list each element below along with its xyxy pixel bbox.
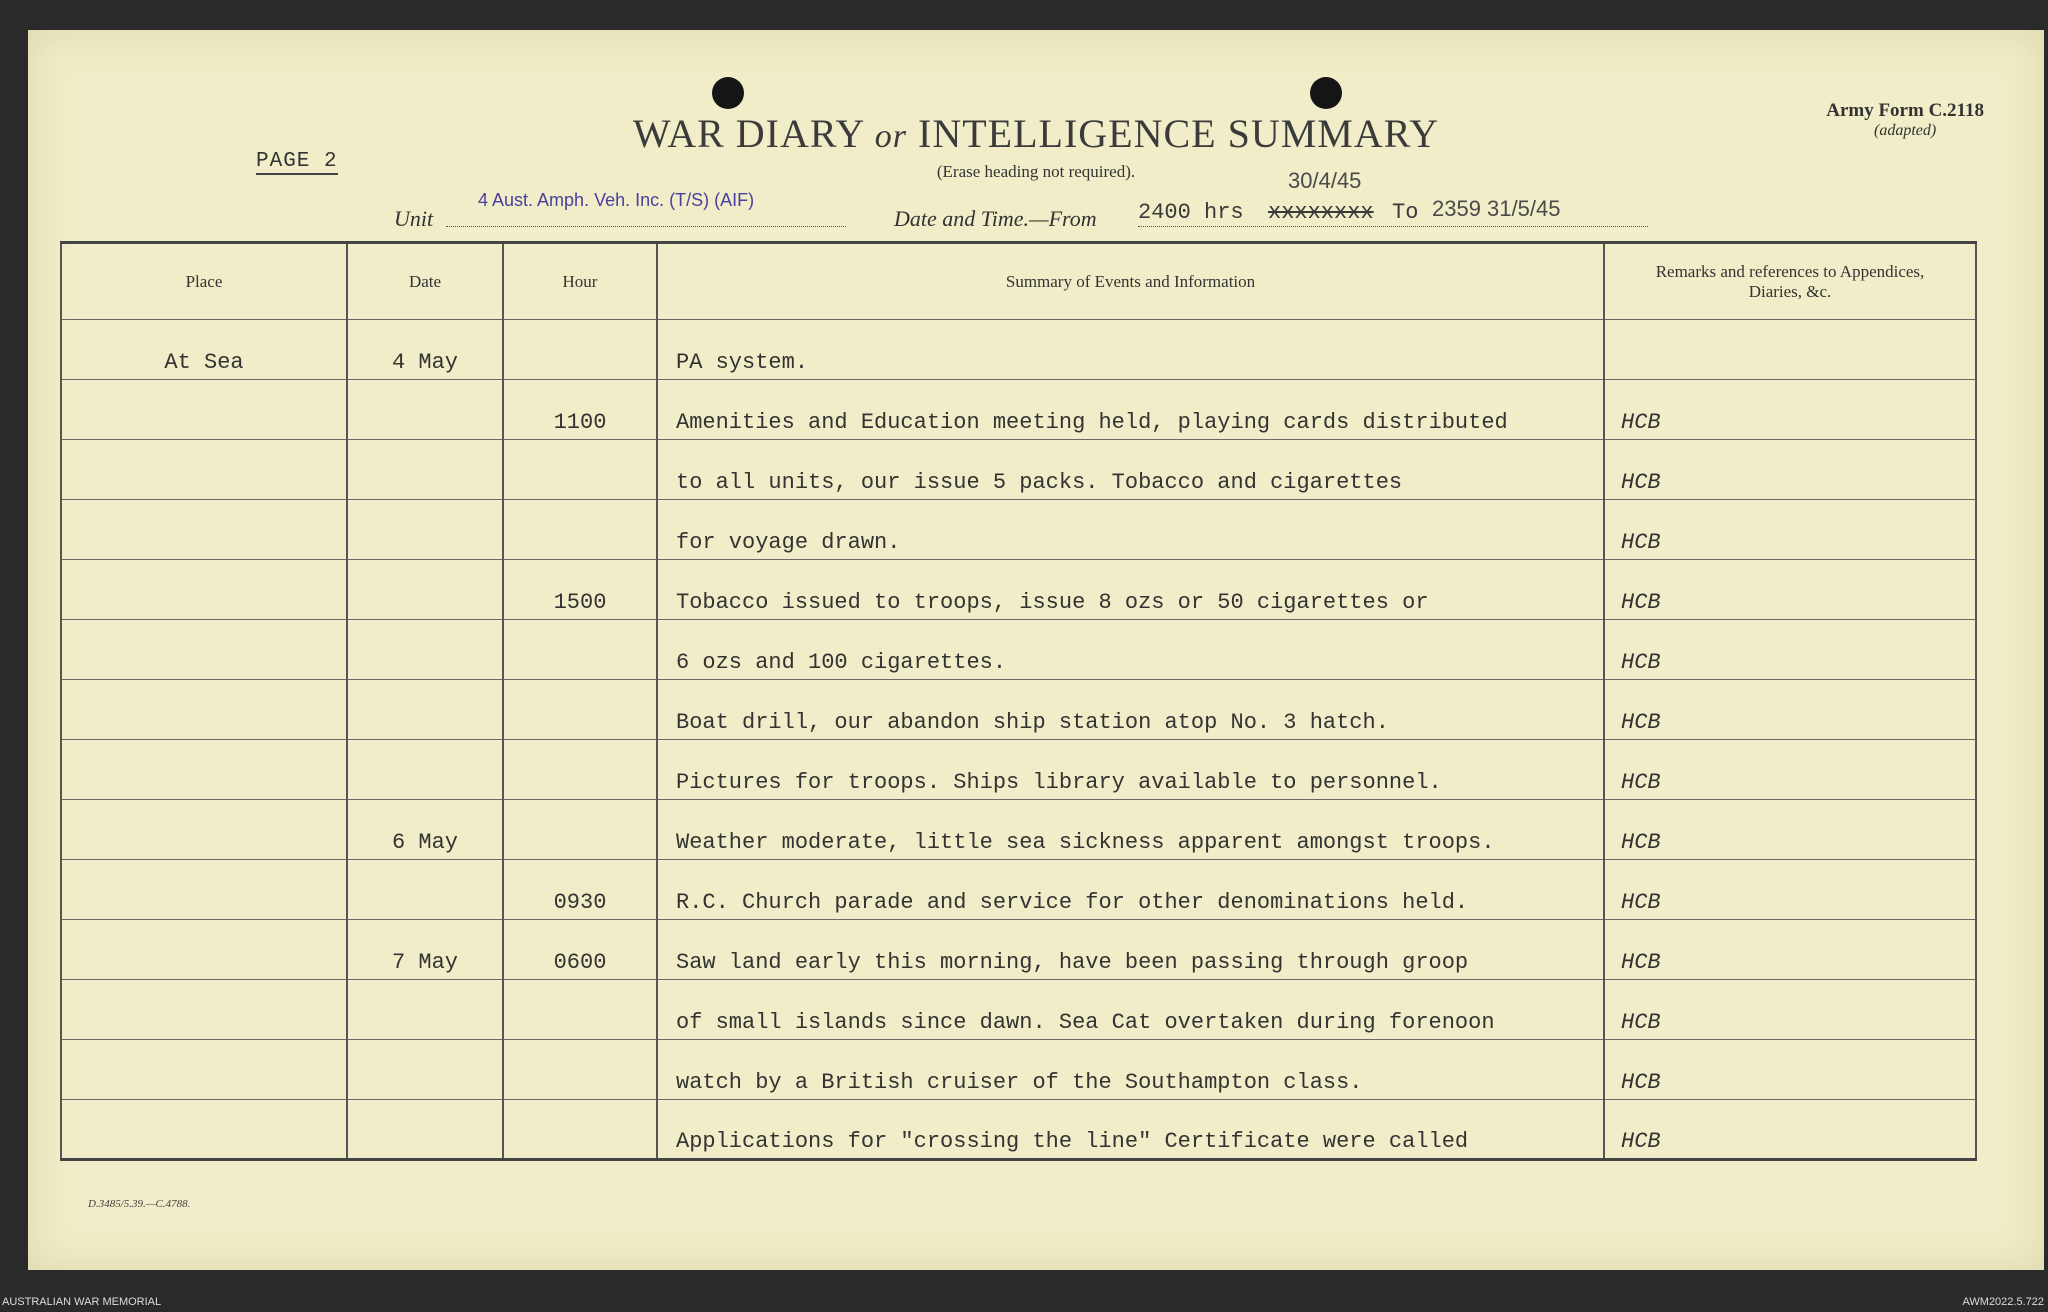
table-row [61, 980, 1976, 1040]
subtitle: (Erase heading not required). [936, 162, 1136, 181]
date-from-handwritten: 30/4/45 [1288, 168, 1362, 193]
table-row [61, 1100, 1976, 1160]
table-row [61, 500, 1976, 560]
unit-value: 4 Aust. Amph. Veh. Inc. (T/S) (AIF) [478, 190, 755, 210]
cell-place [61, 380, 347, 440]
source-caption-left: AUSTRALIAN WAR MEMORIAL [2, 1296, 162, 1308]
punch-hole-left [712, 77, 744, 109]
cell-summary: Pictures for troops. Ships library available to personnel. [657, 740, 1604, 800]
col-remarks: Remarks and references to Appendices, Diaries, &c. [1604, 243, 1976, 320]
cell-initials: HCB [1604, 620, 1976, 680]
cell-place [61, 500, 347, 560]
cell-initials: HCB [1604, 860, 1976, 920]
table-row [61, 680, 1976, 740]
table-row [61, 1040, 1976, 1100]
cell-hour [503, 1100, 657, 1160]
cell-summary: Saw land early this morning, have been passing through groop [657, 920, 1604, 980]
cell-initials: HCB [1604, 560, 1976, 620]
cell-summary: of small islands since dawn. Sea Cat overtaken during forenoon [657, 980, 1604, 1040]
cell-hour [503, 1040, 657, 1100]
cell-place [61, 440, 347, 500]
cell-initials [1604, 320, 1976, 380]
cell-initials: HCB [1604, 440, 1976, 500]
cell-place [61, 680, 347, 740]
table-row [61, 860, 1976, 920]
diary-table [60, 241, 1977, 1161]
cell-place [61, 980, 347, 1040]
table-row [61, 320, 1976, 380]
cell-date [347, 620, 503, 680]
cell-place [61, 1100, 347, 1160]
title-war-diary: WAR DIARY [632, 111, 864, 156]
cell-place [61, 920, 347, 980]
cell-hour [503, 440, 657, 500]
cell-hour [503, 680, 657, 740]
title-or: or [874, 118, 907, 155]
table-row [61, 800, 1976, 860]
table-row [61, 740, 1976, 800]
table-row [61, 440, 1976, 500]
cell-initials: HCB [1604, 500, 1976, 560]
unit-label: Unit [394, 206, 434, 231]
cell-initials: HCB [1604, 980, 1976, 1040]
cell-date [347, 680, 503, 740]
cell-place [61, 860, 347, 920]
date-from: 2400 hrs [1138, 200, 1244, 225]
cell-date [347, 560, 503, 620]
cell-place: At Sea [61, 320, 347, 380]
cell-place [61, 1040, 347, 1100]
col-hour: Hour [503, 243, 657, 320]
source-caption-right: AWM2022.5.722 [1962, 1296, 2044, 1308]
cell-initials: HCB [1604, 920, 1976, 980]
cell-summary: Applications for "crossing the line" Certificate were called [657, 1100, 1604, 1160]
cell-hour [503, 980, 657, 1040]
col-date: Date [347, 243, 503, 320]
page-number: PAGE 2 [256, 150, 338, 173]
cell-date [347, 740, 503, 800]
cell-hour [503, 320, 657, 380]
cell-date [347, 1040, 503, 1100]
cell-initials: HCB [1604, 680, 1976, 740]
table-row [61, 380, 1976, 440]
cell-hour: 0600 [503, 920, 657, 980]
cell-date [347, 860, 503, 920]
cell-hour [503, 620, 657, 680]
cell-summary: 6 ozs and 100 cigarettes. [657, 620, 1604, 680]
cell-hour [503, 800, 657, 860]
cell-hour: 0930 [503, 860, 657, 920]
cell-initials: HCB [1604, 1100, 1976, 1160]
unit-line [446, 226, 846, 227]
form-code: D.3485/5.39.—C.4788. [88, 1198, 191, 1210]
date-label: Date and Time.—From [894, 206, 1097, 231]
cell-hour [503, 500, 657, 560]
diary-page [28, 30, 2044, 1270]
cell-summary: Amenities and Education meeting held, playing cards distributed [657, 380, 1604, 440]
cell-hour: 1100 [503, 380, 657, 440]
cell-summary: for voyage drawn. [657, 500, 1604, 560]
col-summary: Summary of Events and Information [657, 243, 1604, 320]
army-form-note: (adapted) [1874, 122, 1937, 139]
cell-summary: watch by a British cruiser of the Southampton class. [657, 1040, 1604, 1100]
cell-place [61, 740, 347, 800]
date-to-label: To [1392, 200, 1419, 225]
date-struck: xxxxxxxx [1268, 200, 1374, 225]
punch-hole-right [1310, 77, 1342, 109]
cell-place [61, 800, 347, 860]
table-row [61, 620, 1976, 680]
col-place: Place [61, 243, 347, 320]
cell-date [347, 380, 503, 440]
cell-place [61, 620, 347, 680]
cell-hour: 1500 [503, 560, 657, 620]
cell-summary: Tobacco issued to troops, issue 8 ozs or 50 cigarettes or [657, 560, 1604, 620]
cell-summary: Weather moderate, little sea sickness apparent amongst troops. [657, 800, 1604, 860]
cell-place [61, 560, 347, 620]
title-intelligence-summary: INTELLIGENCE SUMMARY [918, 111, 1440, 156]
table-row [61, 560, 1976, 620]
cell-summary: Boat drill, our abandon ship station atop No. 3 hatch. [657, 680, 1604, 740]
cell-date [347, 440, 503, 500]
army-form [1826, 100, 1984, 140]
cell-initials: HCB [1604, 740, 1976, 800]
cell-date: 6 May [347, 800, 503, 860]
cell-date [347, 1100, 503, 1160]
cell-summary: to all units, our issue 5 packs. Tobacco and cigarettes [657, 440, 1604, 500]
table-row [61, 920, 1976, 980]
cell-initials: HCB [1604, 1040, 1976, 1100]
date-line [1138, 226, 1648, 227]
date-to: 2359 31/5/45 [1432, 196, 1561, 221]
table-header [61, 243, 1976, 320]
cell-hour [503, 740, 657, 800]
cell-date [347, 980, 503, 1040]
cell-date [347, 500, 503, 560]
cell-initials: HCB [1604, 380, 1976, 440]
cell-summary: PA system. [657, 320, 1604, 380]
cell-date: 4 May [347, 320, 503, 380]
army-form-number: Army Form C.2118 [1826, 100, 1984, 121]
cell-date: 7 May [347, 920, 503, 980]
cell-initials: HCB [1604, 800, 1976, 860]
cell-summary: R.C. Church parade and service for other denominations held. [657, 860, 1604, 920]
